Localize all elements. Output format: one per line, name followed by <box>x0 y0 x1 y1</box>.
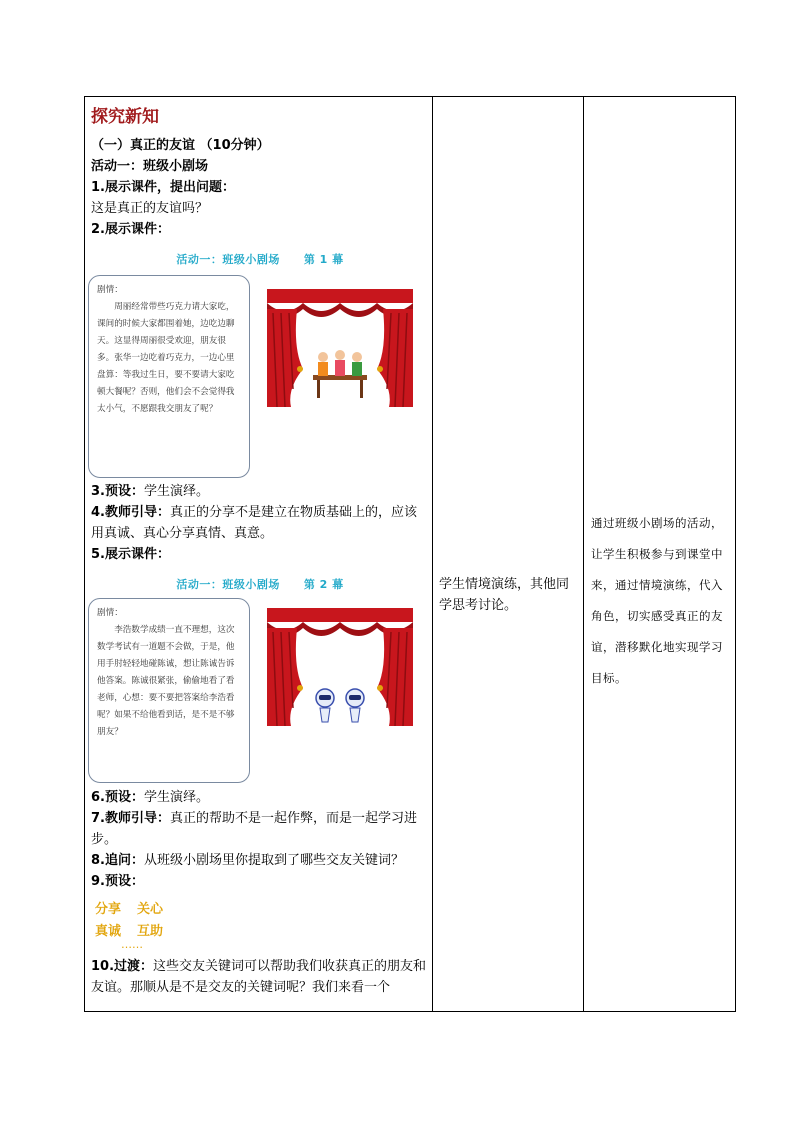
script-text: 周丽经常带些巧克力请大家吃，课间的时候大家都围着她，边吃边聊天。这显得周丽很受欢迎，朋友很多。张华一边吃着巧克力，一边心里盘算：等我过生日，要不要请大家吃顿大餐呢？否则，他们会不会觉得我太小气，不愿跟我交朋友了呢？ <box>97 302 235 414</box>
slide-2-title <box>91 576 429 592</box>
slide-2-title-right: 第 2 幕 <box>303 578 344 591</box>
step-7-text: 真正的帮助不是一起作弊，而是一起学习进步。 <box>91 811 417 847</box>
step-1-label: 1.展示课件，提出问题： <box>91 180 235 195</box>
slide-2-script-box <box>88 598 250 783</box>
step-8-text: 从班级小剧场里你提取到了哪些交友关键词？ <box>143 853 404 868</box>
lesson-table <box>84 96 736 1012</box>
slide-1-title-right: 第 1 幕 <box>303 253 344 266</box>
slide-1-title <box>91 251 429 267</box>
keyword: 关心 <box>137 902 164 917</box>
step-9-label: 9.预设： <box>91 874 144 889</box>
stage-curtain-image <box>267 289 413 407</box>
slide-1-title-left: 活动一：班级小剧场 <box>176 253 280 266</box>
slide-2 <box>91 568 429 784</box>
step-4-label: 4.教师引导： <box>91 505 170 520</box>
step-7-label: 7.教师引导： <box>91 811 170 826</box>
stage-robots-image <box>267 608 413 726</box>
step-3-label: 3.预设： <box>91 484 144 499</box>
student-activity-cell: 学生情境演练，其他同学思考讨论。 <box>439 577 570 613</box>
step-1-text: 这是真正的友谊吗？ <box>91 201 209 216</box>
column-divider <box>583 97 584 1011</box>
script-text: 李浩数学成绩一直不理想，这次数学考试有一道题不会做，于是，他用手肘轻轻地碰陈诚，想让陈诚告诉他答案。陈诚很紧张，偷偷地看了看老师，心想：要不要把答案给李浩看呢？如果不给他看到话，是不是不够朋友？ <box>97 625 235 737</box>
step-5-label: 5.展示课件： <box>91 547 170 562</box>
script-label: 剧情： <box>97 608 123 618</box>
teaching-process-cell <box>91 105 429 998</box>
subheading: （一）真正的友谊 （10分钟） <box>91 138 270 153</box>
slide-1 <box>91 243 429 478</box>
step-10-text: 这些交友关键词可以帮助我们收获真正的朋友和友谊。那顺从是不是交友的关键词呢？我们来看一个 <box>91 959 427 995</box>
keyword-list <box>91 896 429 956</box>
section-title: 探究新知 <box>91 107 159 127</box>
column-divider <box>432 97 433 1011</box>
keyword-ellipsis: …… <box>121 938 143 951</box>
step-8-label: 8.追问： <box>91 853 144 868</box>
slide-1-script-box <box>88 275 250 478</box>
slide-2-title-left: 活动一：班级小剧场 <box>176 578 280 591</box>
keyword: 分享 <box>95 902 122 917</box>
design-intent-cell: 通过班级小剧场的活动，让学生积极参与到课堂中来，通过情境演练，代入角色，切实感受真正的友谊，潜移默化地实现学习目标。 <box>591 516 723 685</box>
activity-title: 活动一：班级小剧场 <box>91 159 209 174</box>
step-3-text: 学生演绎。 <box>143 484 209 499</box>
step-2-label: 2.展示课件： <box>91 222 170 237</box>
step-6-label: 6.预设： <box>91 790 144 805</box>
step-10-label: 10.过渡： <box>91 959 154 974</box>
keyword: 互助 <box>137 924 164 939</box>
script-label: 剧情： <box>97 285 123 295</box>
step-6-text: 学生演绎。 <box>143 790 209 805</box>
keyword: 真诚 <box>95 924 122 939</box>
step-4-text: 真正的分享不是建立在物质基础上的，应该用真诚、真心分享真情、真意。 <box>91 505 417 541</box>
